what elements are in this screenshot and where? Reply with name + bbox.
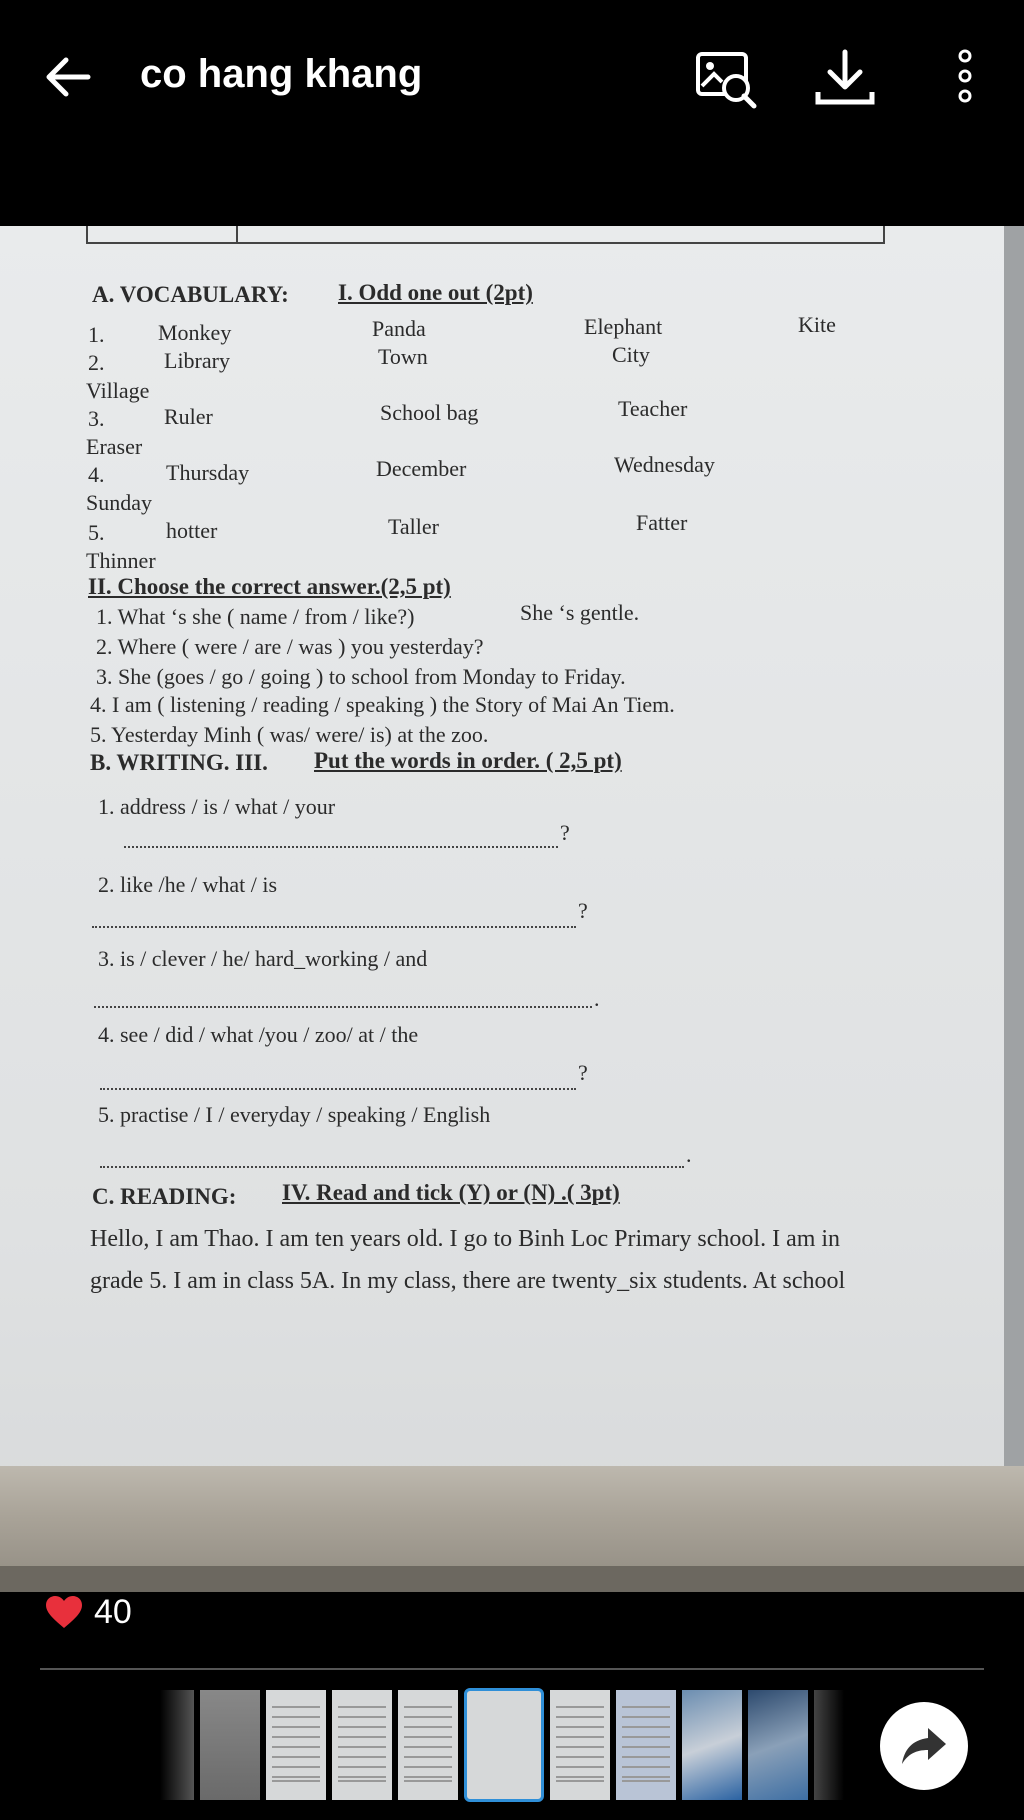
order-q1-answer-line — [124, 846, 558, 848]
section-c-title: IV. Read and tick (Y) or (N) .( 3pt) — [282, 1180, 620, 1205]
odd-row-3-w1: Ruler — [164, 404, 213, 429]
odd-row-4-w1: Thursday — [166, 460, 250, 485]
choose-q3: 3. She (goes / go / going ) to school from Monday to Friday. — [96, 664, 626, 689]
worksheet-text — [0, 226, 1004, 1466]
divider — [40, 1668, 984, 1670]
odd-row-1-w2: Panda — [372, 316, 426, 341]
odd-row-2-w4: Village — [86, 378, 150, 403]
reading-line-1: Hello, I am Thao. I am ten years old. I go to Binh Loc Primary school. I am in — [90, 1226, 841, 1252]
likes-count: 40 — [94, 1593, 132, 1631]
likes-row[interactable] — [44, 1590, 132, 1634]
odd-row-5-w2: Taller — [388, 514, 439, 539]
odd-row-3-w4: Eraser — [86, 434, 143, 459]
odd-row-2-w2: Town — [378, 344, 428, 369]
section-c-label: C. READING: — [92, 1184, 237, 1209]
odd-row-3-w3: Teacher — [618, 396, 688, 421]
odd-row-5-w1: hotter — [166, 518, 218, 543]
choose-q1: 1. What ‘s she ( name / from / like?) — [96, 604, 415, 629]
odd-row-1-w1: Monkey — [158, 320, 232, 345]
odd-row-5-num: 5. — [88, 520, 105, 545]
thumbnail[interactable] — [550, 1690, 610, 1800]
odd-row-2-w1: Library — [164, 348, 230, 373]
order-q4-end: ? — [578, 1060, 588, 1085]
thumbnail[interactable] — [266, 1690, 326, 1800]
odd-row-2-w3: City — [612, 342, 650, 367]
odd-row-1-num: 1. — [88, 322, 105, 347]
download-icon[interactable] — [812, 46, 878, 112]
order-q2-answer-line — [92, 926, 576, 928]
thumbnail[interactable] — [160, 1690, 194, 1800]
choose-q1-answer: She ‘s gentle. — [520, 600, 640, 625]
odd-row-4-w4: Sunday — [86, 490, 152, 515]
odd-row-4-w2: December — [376, 456, 467, 481]
order-q4-answer-line — [100, 1088, 576, 1090]
more-vert-icon[interactable] — [932, 46, 998, 112]
section-a-title: I. Odd one out (2pt) — [338, 280, 533, 305]
order-q1-end: ? — [560, 820, 570, 845]
odd-row-2-num: 2. — [88, 350, 105, 375]
thumbnail[interactable] — [682, 1690, 742, 1800]
thumbnail[interactable] — [616, 1690, 676, 1800]
order-q3: 3. is / clever / he/ hard_working / and — [98, 946, 428, 971]
order-q5-answer-line — [100, 1166, 684, 1168]
odd-row-4-w3: Wednesday — [614, 452, 715, 477]
odd-row-5-w3: Fatter — [636, 510, 688, 535]
odd-row-1-w3: Elephant — [584, 314, 663, 339]
order-q3-answer-line — [94, 1006, 592, 1008]
thumbnail[interactable] — [814, 1690, 844, 1800]
order-q2-end: ? — [578, 898, 588, 923]
odd-row-5-w4: Thinner — [86, 548, 156, 573]
thumbnail[interactable] — [332, 1690, 392, 1800]
order-q5-end: . — [686, 1142, 692, 1167]
section-ii-title: II. Choose the correct answer.(2,5 pt) — [88, 574, 451, 599]
thumbnail[interactable] — [398, 1690, 458, 1800]
photo-viewer[interactable] — [0, 226, 1024, 1592]
album-title: co hang khang — [140, 52, 423, 96]
image-search-icon[interactable] — [692, 46, 758, 112]
section-b-title: Put the words in order. ( 2,5 pt) — [314, 748, 622, 773]
odd-row-3-w2: School bag — [380, 400, 479, 425]
choose-q5: 5. Yesterday Minh ( was/ were/ is) at the zoo. — [90, 722, 489, 747]
order-q4: 4. see / did / what /you / zoo/ at / the — [98, 1022, 419, 1047]
top-bar — [0, 0, 1024, 150]
order-q1: 1. address / is / what / your — [98, 794, 336, 819]
section-b-label: B. WRITING. III. — [90, 750, 268, 775]
share-arrow-icon — [900, 1724, 948, 1768]
section-a-label: A. VOCABULARY: — [92, 282, 289, 307]
order-q3-end: . — [594, 986, 600, 1011]
thumbnail[interactable] — [748, 1690, 808, 1800]
odd-row-4-num: 4. — [88, 462, 105, 487]
paper-edge — [1004, 226, 1024, 1592]
choose-q2: 2. Where ( were / are / was ) you yesterday? — [96, 634, 484, 659]
thumbnail-selected[interactable] — [464, 1688, 544, 1802]
choose-q4: 4. I am ( listening / reading / speaking ) the Story of Mai An Tiem. — [90, 692, 675, 717]
odd-row-3-num: 3. — [88, 406, 105, 431]
reading-line-2: grade 5. I am in class 5A. In my class, there are twenty_six students. At school — [90, 1268, 846, 1294]
share-button[interactable] — [880, 1702, 968, 1790]
floor-shadow — [0, 1566, 1024, 1592]
heart-icon[interactable] — [44, 1594, 84, 1630]
odd-row-1-w4: Kite — [798, 312, 836, 337]
thumbnail-strip[interactable] — [160, 1688, 844, 1802]
order-q2: 2. like /he / what / is — [98, 872, 278, 897]
order-q5: 5. practise / I / everyday / speaking / English — [98, 1102, 491, 1127]
thumbnail[interactable] — [200, 1690, 260, 1800]
back-arrow-icon[interactable] — [40, 48, 98, 106]
